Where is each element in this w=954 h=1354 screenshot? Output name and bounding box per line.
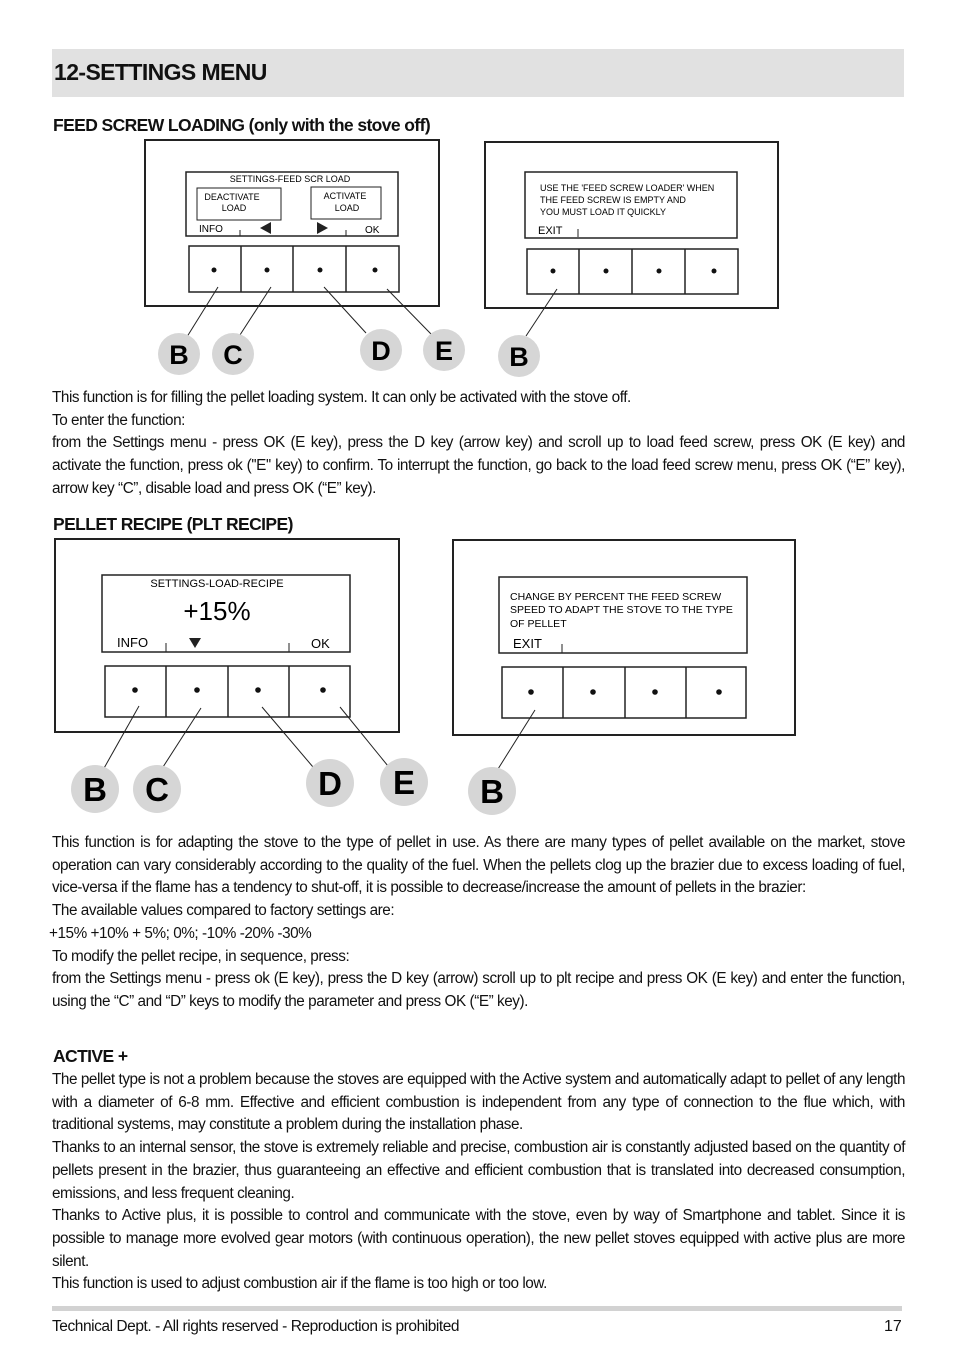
key-b-label: B	[480, 773, 504, 810]
control-panel-3	[55, 539, 399, 770]
feed-screw-diagram	[0, 130, 954, 390]
svg-text:SPEED TO ADAPT THE STOVE TO TH: SPEED TO ADAPT THE STOVE TO THE TYPE	[510, 604, 733, 616]
control-panel-1	[145, 140, 439, 340]
deactivate-label: DEACTIVATE	[204, 192, 260, 202]
exit-label: EXIT	[513, 636, 542, 651]
key-e-label: E	[392, 764, 416, 801]
feed-screw-heading: FEED SCREW LOADING (only with the stove off)	[53, 115, 431, 135]
feed-screw-text: This function is for filling the pellet loading system. It can only be activated with the stove off. To enter the function: from the Settings menu - press OK (E key), press the D key (arrow key) and scroll up to load feed screw, press OK (E key) and activate the function, press ok (''E'' key) to confirm. To interrupt the function, go back to the load feed screw menu, press OK (“E” key), arrow key “C”, disable load and press OK (“E” key).	[52, 389, 905, 497]
section-header	[52, 49, 904, 97]
svg-text:LOAD: LOAD	[221, 203, 247, 213]
arrow-down-icon	[189, 638, 201, 648]
pellet-recipe-diagram	[0, 535, 954, 820]
svg-text:CHANGE BY PERCENT THE FEED SCR: CHANGE BY PERCENT THE FEED SCREW	[510, 591, 722, 603]
svg-text:OF PELLET: OF PELLET	[510, 618, 567, 630]
active-heading: ACTIVE +	[53, 1046, 128, 1066]
display-title: SETTINGS-LOAD-RECIPE	[150, 578, 284, 590]
page-number: 17	[884, 1318, 902, 1335]
recipe-value: +15%	[183, 596, 251, 626]
pellet-recipe-text: This function is for adapting the stove to the type of pellet in use. As there are many types of pellet available on the market, stove operation can vary considerably according to the quality of the fuel. When the pellets clog up the brazier due to excess loading of fuel, vice-versa if the flame has a tendency to shut-off, it is possible to decrease/increase the amount of pellets in the brazier: The available values compared to factory settings are: +15% +10% + 5%; 0%; -10% -20% -30% To modify the pellet recipe, in sequence, press: from the Settings menu - press ok (E key), press the D key (arrow) scroll up to plt recipe and press OK (E key) and enter the function, using the “C” and “D” keys to modify the parameter and press OK (“E” key).	[49, 834, 905, 1010]
exit-label: EXIT	[538, 225, 563, 237]
svg-text:YOU MUST LOAD IT QUICKLY: YOU MUST LOAD IT QUICKLY	[540, 207, 667, 217]
key-b-label: B	[83, 771, 107, 808]
info-label: INFO	[117, 635, 149, 650]
footer-text: Technical Dept. - All rights reserved - Reproduction is prohibited	[52, 1318, 460, 1335]
section-title: 12-SETTINGS MENU	[54, 59, 267, 85]
activate-label: ACTIVATE	[323, 191, 367, 201]
svg-text:USE THE 'FEED SCREW LOADER' WH: USE THE 'FEED SCREW LOADER' WHEN	[540, 183, 715, 193]
key-b-label: B	[169, 340, 189, 370]
key-d-label: D	[318, 765, 342, 802]
key-c-label: C	[223, 340, 243, 370]
key-d-label: D	[371, 336, 391, 366]
ok-label: OK	[365, 225, 380, 236]
svg-text:LOAD: LOAD	[334, 203, 360, 213]
arrow-left-icon	[260, 222, 271, 234]
pellet-recipe-heading: PELLET RECIPE (PLT RECIPE)	[53, 514, 293, 534]
active-text: The pellet type is not a problem because the stoves are equipped with the Active system and automatically adapt to pellet of any length with a diameter of 6-8 mm. Effective and efficient combustion is independent from any type of connection to the flue which, with traditional systems, may constitute a problem during the installation phase. Thanks to an internal sensor, the stove is extremely reliable and precise, combustion air is constantly adjusted based on the quantity of pellets present in the brazier, thus guaranteeing an effective and efficient combustion that is translated into decreased consumption, emissions, and less frequent cleaning. Thanks to Active plus, it is possible to control and communicate with the stove, even by way of Smartphone and tablet. Since it is possible to manage more evolved gear motors (with continuous operation), the new pellet stoves equipped with active plus are more silent. This function is used to adjust combustion air if the flame is too high or too low.	[52, 1071, 905, 1293]
control-panel-4	[453, 540, 795, 769]
ok-label: OK	[311, 636, 330, 651]
control-panel-2	[485, 142, 778, 336]
svg-text:THE FEED SCREW IS EMPTY AND: THE FEED SCREW IS EMPTY AND	[540, 195, 686, 205]
key-b-label: B	[509, 342, 529, 372]
footer-divider	[52, 1306, 902, 1311]
key-bubbles-2	[71, 758, 516, 815]
display-title: SETTINGS-FEED SCR LOAD	[229, 174, 351, 184]
key-e-label: E	[434, 336, 454, 366]
arrow-right-icon	[317, 222, 328, 234]
key-c-label: C	[145, 771, 169, 808]
info-label: INFO	[199, 224, 223, 235]
key-bubbles-1	[158, 329, 540, 377]
